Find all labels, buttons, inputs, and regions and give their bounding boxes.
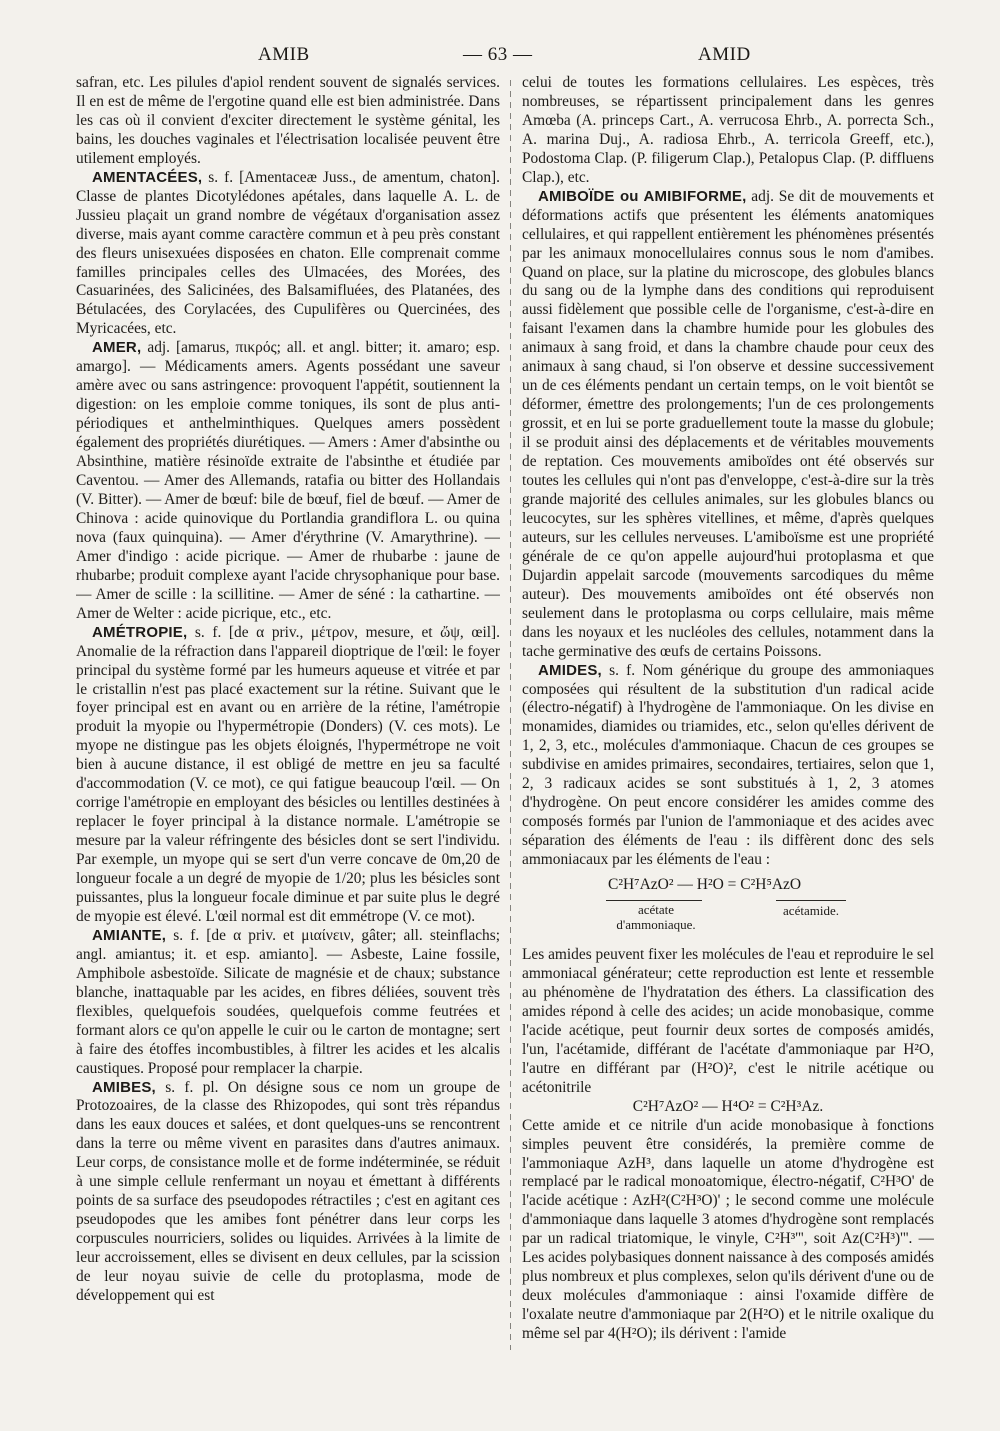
running-header xyxy=(78,44,934,70)
entry-body: adj. Se dit de mouvements et déformations actifs que présentent les éléments anatomiques cellulaires, et qui rappellent entièrement les phénomènes présentés par les animaux monocellulaires connus sous le nom d'amibes. Quand on place, sur la platine du microscope, des globules blancs du sang ou de la lymphe dans des conditions qui reproduisent aussi fidèlement que possible celle de l'organisme, c'est-à-dire en faisant l'examen dans la chambre humide pour les globules des animaux à sang froid, et dans la chambre chaude pour ceux des animaux à sang chaud, si l'on observe et dessine successivement un de ces éléments pendant un certain temps, on le voit bientôt se déformer, émettre des prolongements; l'un de ces prolongements grossit, et en lui se porte graduellement toute la masse du globule; il se produit ainsi des déplacements et de véritables mouvements de reptation. Ces mouvements amiboïdes ont été observés sur toutes les cellules qui n'ont pas d'enveloppe, c'est-à-dire sur la très grande majorité des cellules animales, sur les globules blancs ou leucocytes, sur les sphères vitellines, et même, d'après quelques auteurs, sur les cellules nerveuses. L'amiboïsme est une propriété générale de ce qu'on appelle aujourd'hui protoplasma et que Dujardin appelait sarcode (mouvements sarcodiques du même auteur). Des mouvements amiboïdes ont été observés non seulement dans le protoplasma ou corps cellulaire, mais même dans les noyaux et les nucléoles des cellules, notamment dans la tache germinative des œufs de certains Poissons. xyxy=(522,187,934,660)
entry-amiante xyxy=(76,927,500,1079)
formula-acetamide xyxy=(522,872,934,944)
entry-amibes xyxy=(76,1079,500,1306)
column-divider xyxy=(510,80,511,1350)
right-column xyxy=(522,74,934,1404)
headword: AMENTACÉES, xyxy=(92,168,203,186)
entry-amides xyxy=(522,662,934,870)
chemical-equation: C²H⁷AzO² — H²O = C²H⁵AzO xyxy=(608,876,802,894)
entry-amentacees xyxy=(76,169,500,340)
left-column xyxy=(76,74,500,1404)
entry-body: adj. [amarus, πικρός; all. et angl. bitter; it. amaro; esp. amargo]. — Médicaments amers. Agents possédant une saveur amère avec ou sans astringence: provoquent l'appétit, soutiennent la digestion: on les emploie comme toniques, ils sont de plus anti-périodiques et anthelminthiques. Quelques amers possèdent également des propriétés diurétiques. — Amers : Amer d'absinthe ou Absinthine, matière résinoïde extraite de l'absinthe et étudiée par Caventou. — Amer des Allemands, ratafia ou bitter des Hollandais (V. Bitter). — Amer de bœuf: bile de bœuf, fiel de bœuf. — Amer de Chinova : acide quinovique du Portlandia grandiflora L. ou quina nova (faux quinquina). — Amer d'érythrine (V. Amarythrine). — Amer d'indigo : acide picrique. — Amer de rhubarbe : jaune de rhubarbe; produit complexe ayant l'acide chrysophanique pour base. — Amer de scille : la scillitine. — Amer de séné : la cathartine. — Amer de Welter : acide picrique, etc., etc. xyxy=(76,339,500,622)
headword: AMER, xyxy=(92,339,142,357)
underbrace-right xyxy=(776,900,846,901)
continued-paragraph: celui de toutes les formations cellulaires. Les espèces, très nombreuses, se répartissent principalement dans les genres Amœba (A. princeps Cart., A. verrucosa Ehrb., A. porrecta Sch., A. marina Duj., A. radiosa Ehrb., A. terricola Greeff, etc.), Podostoma Clap. (P. filigerum Clap.), Petalopus Clap. (P. diffluens Clap.), etc. xyxy=(522,74,934,186)
chemical-equation-nitrile: C²H⁷AzO² — H⁴O² = C²H³Az. xyxy=(632,1097,824,1115)
entry-body: s. f. [Amentaceæ Juss., de amentum, chaton]. Classe de plantes Dicotylédones apétales, dans laquelle A. L. de Jussieu plaçait un grand nombre de végétaux d'organisation assez diverse, mais ayant comme caractère commun et à peu près constant des fleurs unisexuées disposées en chaton. Elle comprenait comme familles principales celles des Ulmacées, des Morées, des Casuarinées, des Salicinées, des Balsamifluées, des Platanées, des Bétulacées, des Corylacées, des Cupulifères ou Quercinées, des Myricacées, etc. xyxy=(76,168,500,338)
formula-caption-right: acétamide. xyxy=(783,903,839,919)
entry-body-continued: Cette amide et ce nitrile d'un acide monobasique à fonctions simples peuvent être considérés, la première comme de l'ammoniaque AzH³, dans laquelle un atome d'hydrogène est remplacé par le radical monoatomique, électro-négatif, C²H³O' de l'acide acétique : AzH²(C²H³O)' ; le second comme une molécule d'ammoniaque dans laquelle 3 atomes d'hydrogène sont remplacés par un radical triatomique, le vinyle, C²H³''', soit Az(C²H³)'''. — Les acides polybasiques donnent naissance à des composés amidés plus nombreux et plus complexes, selon qu'ils dérivent d'une ou de deux molécules d'ammoniaque : ainsi l'oxamide diffère de l'oxalate neutre d'ammoniaque par 2(H²O) et le nitrile oxalique du même sel par 4(H²O); ils dérivent : l'amide xyxy=(522,1116,934,1343)
header-left-guide-word: AMIB xyxy=(258,44,310,65)
continued-paragraph: safran, etc. Les pilules d'apiol rendent souvent de signalés services. Il en est de même de l'ergotine quand elle est bien administrée. Dans les cas où il convient d'exciter directement le système génital, les bains, les douches vaginales et l'électrisation localisée peuvent être utilement employés. xyxy=(76,74,500,167)
entry-body-continued: Les amides peuvent fixer les molécules de l'eau et reproduire le sel ammoniacal générateur; cette reproduction est lente et ressemble au phénomène de l'hydratation des éthers. La classification des amides répond à celle des acides; un acide monobasique, comme l'acide acétique, peut fournir deux sortes de composés amidés, l'un, l'acétamide, différant de l'acétate d'ammoniaque par H²O, l'autre en différant par (H²O)², c'est le nitrile acétique ou acétonitrile xyxy=(522,946,934,1096)
headword: AMIDES, xyxy=(538,661,602,679)
headword: AMIANTE, xyxy=(92,926,167,944)
underbrace-left xyxy=(606,900,702,901)
entry-body: s. f. [de α priv., μέτρον, mesure, et ὤψ, œil]. Anomalie de la réfraction dans l'appareil dioptrique de l'œil: le foyer principal du système formé par les humeurs aqueuse et vitrée et par le cristallin n'est pas placé exactement sur la rétine. Suivant que le foyer principal est en avant ou en arrière de la rétine, l'amétropie produit la myopie ou l'hypermétropie (Donders) (V. ces mots). Le myope ne distingue pas les objets éloignés, l'hypermétrope ne voit bien à aucune distance, il est obligé de mettre en jeu sa faculté d'accommodation (V. ce mot), ce qui fatigue beaucoup l'œil. — On corrige l'amétropie en employant des bésicles ou lentilles destinées à replacer le foyer principal à la distance normale. L'amétropie se mesure par la valeur réfringente des bésicles dont se sert l'individu. Par exemple, un myope qui se sert d'un verre concave de 0m,20 de longueur focale a un degré de myopie de 1/20; plus les bésicles sont puissantes, plus la longueur focale diminue et par suite plus le degré de myopie est élevé. L'œil normal est dit emmétrope (V. ce mot). xyxy=(76,623,500,925)
entry-body: s. f. Nom générique du groupe des ammoniaques composées qui résultent de la substitution d'un radical acide (électro-négatif) à l'hydrogène de l'ammoniaque. On les divise en monamides, diamides ou triamides, etc., selon qu'elles dérivent de 1, 2, 3, etc., molécules d'ammoniaque. Chacun de ces groupes se subdivise en amides primaires, secondaires, tertiaires, selon que 1, 2, 3 radicaux acides se sont substitués à 1, 2, 3 atomes d'hydrogène. On peut encore considérer les amides comme des composés formés par l'union de l'ammoniaque et des acides avec séparation des éléments de l'eau : ils diffèrent donc des sels ammoniacaux par les éléments de l'eau : xyxy=(522,661,934,869)
entry-ametropie xyxy=(76,624,500,927)
formula-caption-left: acétate d'ammoniaque. xyxy=(616,902,696,933)
headword: AMÉTROPIE, xyxy=(92,623,188,641)
entry-body: s. f. [de α priv. et μιαίνειν, gâter; all. steinflachs; angl. amiantus; it. et esp. amianto]. — Asbeste, Laine fossile, Amphibole asbestoïde. Silicate de magnésie et de chaux; substance blanche, inattaquable par les acides, en fibres déliées, souvent très flexibles, quelquefois soudées, quelquefois comme feutrées et formant alors ce qu'on appelle le cuir ou le carton de montagne; sert à faire des étoffes incombustibles, à filtrer les acides et les alcalis caustiques. Proposé pour remplacer la charpie. xyxy=(76,926,500,1077)
page-number: — 63 — xyxy=(463,44,533,65)
entry-amer xyxy=(76,339,500,623)
entry-body: s. f. pl. On désigne sous ce nom un groupe de Protozoaires, de la classe des Rhizopodes, qui sont très répandus dans les eaux douces et salées, et dont quelques-uns se rencontrent dans la terre ou même vivent en parasites dans d'autres animaux. Leur corps, de consistance molle et de forme indéterminée, se réduit à une simple cellule renfermant un noyau et émettant à différents points de sa surface des pseudopodes rétractiles ; c'est en agitant ces pseudopodes que les amibes font pénétrer dans leur corps les corpuscules nourriciers, solides ou liquides. Arrivées à la limite de leur accroissement, elles se divisent en deux cellules, par la scission de leur noyau suivie de celle du protoplasma, mode de développement qui est xyxy=(76,1078,500,1304)
entry-amiboide xyxy=(522,188,934,662)
header-right-guide-word: AMID xyxy=(698,44,751,65)
headword: AMIBOÏDE ou AMIBIFORME, xyxy=(538,187,747,205)
headword: AMIBES, xyxy=(92,1078,156,1096)
